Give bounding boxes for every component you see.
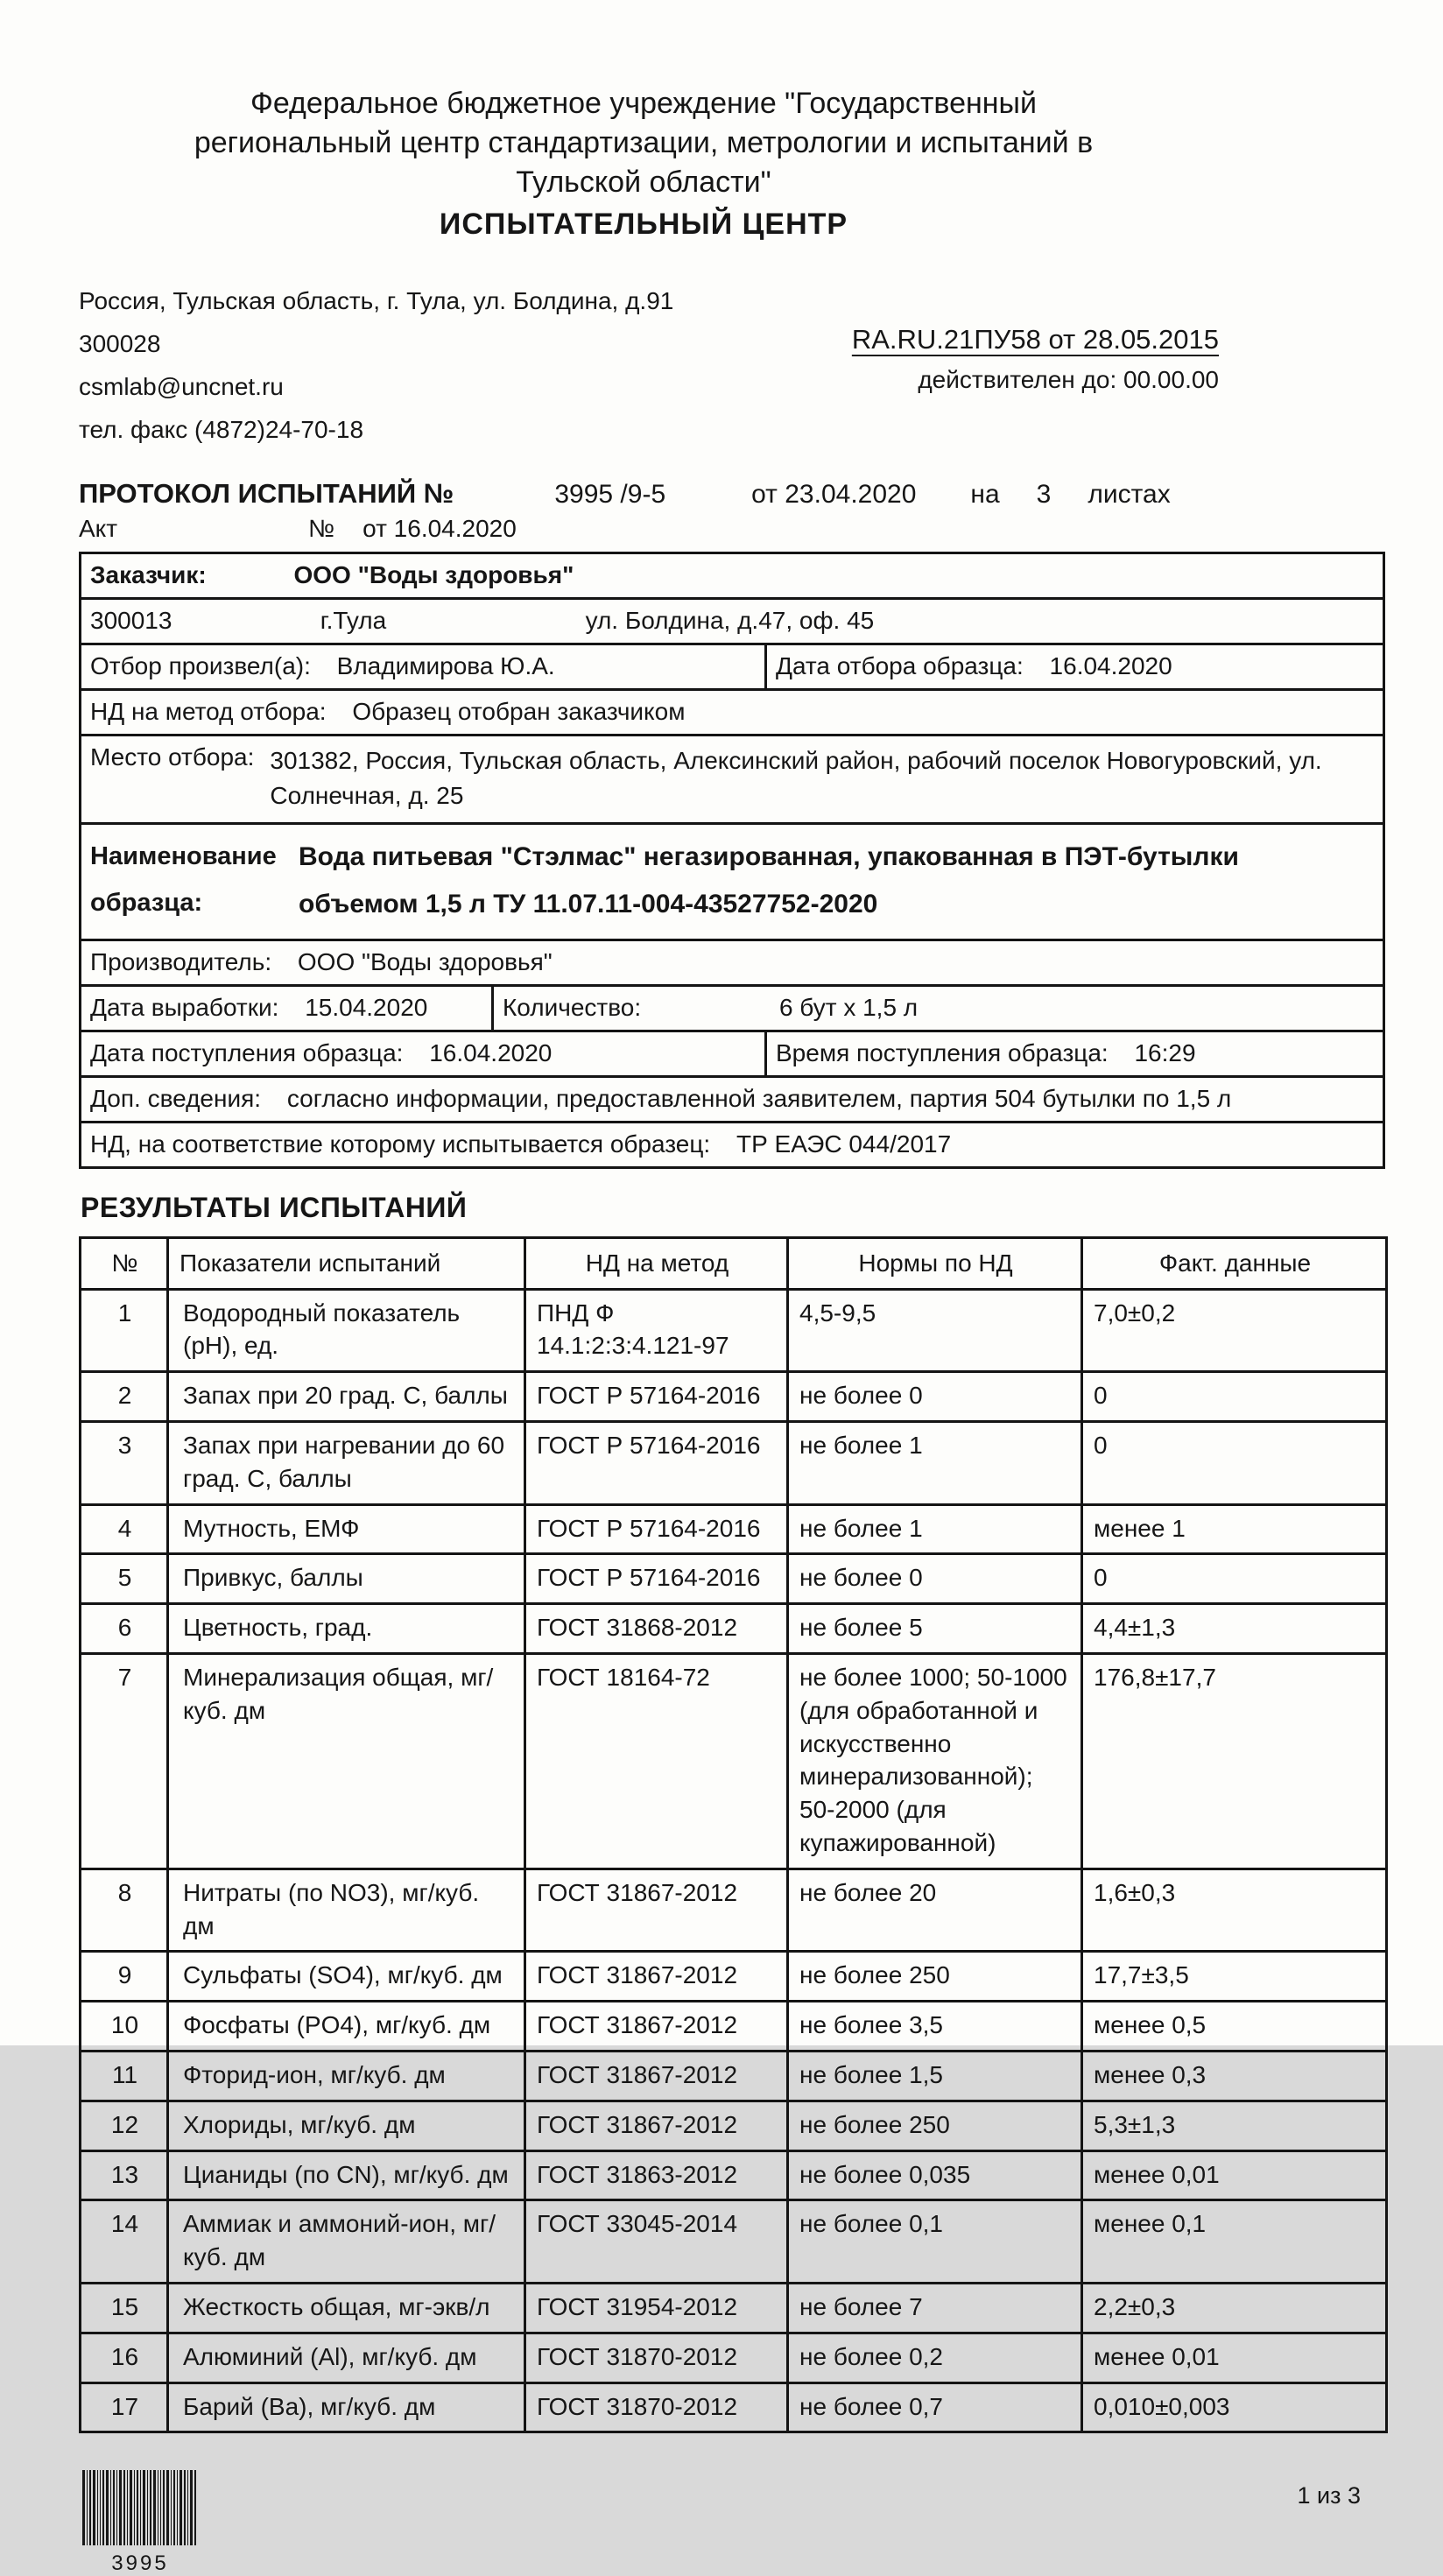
cell-method: ГОСТ Р 57164-2016 (525, 1372, 788, 1422)
protocol-title: ПРОТОКОЛ ИСПЫТАНИЙ № (79, 477, 454, 509)
cell-norm: не более 3,5 (788, 2002, 1082, 2052)
cell-norm: не более 7 (788, 2283, 1082, 2333)
cell-number: 10 (81, 2002, 168, 2052)
result-row (81, 2150, 1387, 2200)
cell-norm: не более 20 (788, 1869, 1082, 1952)
cell-method: ГОСТ Р 57164-2016 (525, 1554, 788, 1604)
cell-number: 9 (81, 1952, 168, 2002)
cell-fact: 0,010±0,003 (1082, 2382, 1387, 2432)
cell-norm: не более 0 (788, 1372, 1082, 1422)
org-name-line-3: Тульской области" (516, 165, 771, 199)
production-date-row (81, 984, 1383, 1030)
cell-fact: менее 0,01 (1082, 2150, 1387, 2200)
cell-norm: не более 1 (788, 1504, 1082, 1554)
cell-method: ГОСТ Р 57164-2016 (525, 1422, 788, 1505)
cell-indicator: Барий (Ba), мг/куб. дм (168, 2382, 525, 2432)
customer-city: г.Тула (320, 606, 387, 634)
sample-name-line-1: Вода питьевая "Стэлмас" негазированная, упакованная в ПЭТ-бутылки (299, 841, 1239, 871)
cell-fact: менее 0,3 (1082, 2051, 1387, 2101)
cell-indicator: Фторид-ион, мг/куб. дм (168, 2051, 525, 2101)
cell-indicator: Сульфаты (SO4), мг/куб. дм (168, 1952, 525, 2002)
document-header (79, 84, 1208, 242)
sampling-method-value: Образец отобран заказчиком (352, 697, 686, 725)
cell-indicator: Водородный показатель (pH), ед. (168, 1289, 525, 1372)
cell-method: ГОСТ 31867-2012 (525, 2051, 788, 2101)
cell-indicator: Нитраты (по NO3), мг/куб. дм (168, 1869, 525, 1952)
cell-norm: не более 1 (788, 1422, 1082, 1505)
barcode-icon (82, 2470, 198, 2545)
result-row (81, 2333, 1387, 2382)
result-row (81, 1554, 1387, 1604)
results-header-row (81, 1237, 1387, 1289)
cell-norm: не более 0,7 (788, 2382, 1082, 2432)
result-row (81, 2283, 1387, 2333)
cell-indicator: Хлориды, мг/куб. дм (168, 2101, 525, 2150)
cell-norm: не более 0,2 (788, 2333, 1082, 2382)
cell-fact: 1,6±0,3 (1082, 1869, 1387, 1952)
sampling-date-label: Дата отбора образца: (776, 651, 1024, 679)
receipt-date: 16.04.2020 (429, 1038, 553, 1066)
extra-info-label: Доп. сведения: (90, 1084, 262, 1112)
sampling-place-row (81, 734, 1383, 822)
cell-norm: не более 0,1 (788, 2200, 1082, 2284)
act-label: Акт (79, 514, 118, 542)
extra-info-row (81, 1075, 1383, 1121)
cell-fact: менее 1 (1082, 1504, 1387, 1554)
cell-number: 13 (81, 2150, 168, 2200)
receipt-date-label: Дата поступления образца: (90, 1038, 404, 1066)
accreditation-block (852, 324, 1219, 459)
sampler-row (81, 643, 1383, 688)
cell-norm: не более 0,035 (788, 2150, 1082, 2200)
customer-value: ООО "Воды здоровья" (293, 560, 574, 588)
testing-center-title: ИСПЫТАТЕЛЬНЫЙ ЦЕНТР (439, 207, 848, 241)
cell-number: 7 (81, 1653, 168, 1869)
sampling-method-row (81, 688, 1383, 734)
sampler-name: Владимирова Ю.А. (336, 651, 555, 679)
cell-fact: менее 0,5 (1082, 2002, 1387, 2052)
col-header-method: НД на метод (525, 1237, 788, 1289)
conformity-nd-value: ТР ЕАЭС 044/2017 (736, 1130, 952, 1158)
results-table (79, 1236, 1388, 2434)
extra-info-value: согласно информации, предоставленной заявителем, партия 504 бутылки по 1,5 л (286, 1084, 1232, 1112)
cell-number: 15 (81, 2283, 168, 2333)
cell-number: 11 (81, 2051, 168, 2101)
contact-block (79, 287, 1385, 459)
result-row (81, 2051, 1387, 2101)
cell-norm: 4,5-9,5 (788, 1289, 1082, 1372)
accreditation-number: RA.RU.21ПУ58 от 28.05.2015 (851, 323, 1219, 355)
cell-fact: 7,0±0,2 (1082, 1289, 1387, 1372)
barcode-block (79, 2470, 201, 2576)
cell-indicator: Алюминий (Al), мг/куб. дм (168, 2333, 525, 2382)
results-body (81, 1289, 1387, 2432)
result-row (81, 1289, 1387, 1372)
cell-indicator: Цианиды (по CN), мг/куб. дм (168, 2150, 525, 2200)
accreditation-valid-until: действителен до: 00.00.00 (918, 365, 1219, 393)
cell-number: 14 (81, 2200, 168, 2284)
cell-number: 4 (81, 1504, 168, 1554)
cell-norm: не более 0 (788, 1554, 1082, 1604)
result-row (81, 2382, 1387, 2432)
result-row (81, 2101, 1387, 2150)
cell-indicator: Запах при нагревании до 60 град. С, баллы (168, 1422, 525, 1505)
result-row (81, 1604, 1387, 1654)
cell-fact: 0 (1082, 1554, 1387, 1604)
result-row (81, 1653, 1387, 1869)
org-postal-code: 300028 (79, 329, 161, 357)
cell-number: 8 (81, 1869, 168, 1952)
cell-norm: не более 1000; 50-1000 (для обработанной и искусственно минерализованной); 50-2000 (для купажированной) (788, 1653, 1082, 1869)
quantity-label: Количество: (503, 993, 642, 1021)
result-row (81, 1504, 1387, 1554)
quantity-value: 6 бут х 1,5 л (778, 993, 919, 1021)
receipt-time-label: Время поступления образца: (776, 1038, 1109, 1066)
cell-fact: 5,3±1,3 (1082, 2101, 1387, 2150)
result-row (81, 1952, 1387, 2002)
conformity-nd-label: НД, на соответствие которому испытывается образец: (90, 1130, 711, 1158)
sample-info-table (79, 552, 1385, 1169)
cell-number: 12 (81, 2101, 168, 2150)
cell-method: ГОСТ Р 57164-2016 (525, 1504, 788, 1554)
cell-method: ГОСТ 31870-2012 (525, 2382, 788, 2432)
sampler-label: Отбор произвел(а): (90, 651, 311, 679)
production-date-label: Дата выработки: (90, 993, 279, 1021)
cell-number: 16 (81, 2333, 168, 2382)
act-row (79, 515, 1385, 543)
cell-norm: не более 1,5 (788, 2051, 1082, 2101)
customer-row (81, 554, 1383, 597)
result-row (81, 2002, 1387, 2052)
cell-indicator: Жесткость общая, мг-экв/л (168, 2283, 525, 2333)
protocol-sheet-count: 3 (1036, 479, 1052, 509)
cell-number: 3 (81, 1422, 168, 1505)
customer-address-row (81, 597, 1383, 643)
sampling-place-value: 301382, Россия, Тульская область, Алексинский район, рабочий поселок Новогуровский, ул. Солнечная, д. 25 (270, 746, 1322, 810)
sample-name-line-2: объемом 1,5 л ТУ 11.07.11-004-43527752-2020 (299, 889, 878, 918)
cell-fact: менее 0,01 (1082, 2333, 1387, 2382)
org-email: csmlab@uncnet.ru (79, 372, 284, 400)
cell-method: ГОСТ 31867-2012 (525, 1952, 788, 2002)
production-date: 15.04.2020 (305, 993, 428, 1021)
col-header-fact: Факт. данные (1082, 1237, 1387, 1289)
cell-indicator: Привкус, баллы (168, 1554, 525, 1604)
cell-fact: 17,7±3,5 (1082, 1952, 1387, 2002)
protocol-title-row (79, 478, 1385, 510)
sampling-method-label: НД на метод отбора: (90, 697, 327, 725)
sample-name-label-1: Наименование (90, 841, 277, 870)
cell-method: ГОСТ 31867-2012 (525, 2002, 788, 2052)
cell-number: 2 (81, 1372, 168, 1422)
contact-details (79, 287, 673, 459)
cell-norm: не более 250 (788, 1952, 1082, 2002)
col-header-indicator: Показатели испытаний (168, 1237, 525, 1289)
page-footer (79, 2470, 1385, 2576)
cell-method: ГОСТ 31867-2012 (525, 1869, 788, 1952)
result-row (81, 2200, 1387, 2284)
cell-number: 17 (81, 2382, 168, 2432)
result-row (81, 1372, 1387, 1422)
cell-fact: 2,2±0,3 (1082, 2283, 1387, 2333)
cell-fact: 176,8±17,7 (1082, 1653, 1387, 1869)
cell-norm: не более 250 (788, 2101, 1082, 2150)
barcode-label: 3995 (111, 2551, 169, 2576)
producer-label: Производитель: (90, 947, 272, 975)
cell-fact: 4,4±1,3 (1082, 1604, 1387, 1654)
cell-number: 5 (81, 1554, 168, 1604)
producer-row (81, 939, 1383, 984)
cell-method: ГОСТ 33045-2014 (525, 2200, 788, 2284)
cell-method: ГОСТ 31870-2012 (525, 2333, 788, 2382)
org-name-line-2: региональный центр стандартизации, метрологии и испытаний в (194, 125, 1094, 159)
sample-name-row (81, 822, 1383, 939)
org-address: Россия, Тульская область, г. Тула, ул. Болдина, д.91 (79, 286, 674, 314)
act-number-sign: № (308, 514, 335, 542)
cell-method: ПНД Ф 14.1:2:3:4.121-97 (525, 1289, 788, 1372)
page-number: 1 из 3 (1297, 2482, 1361, 2509)
cell-indicator: Минерализация общая, мг/куб. дм (168, 1653, 525, 1869)
cell-method: ГОСТ 31863-2012 (525, 2150, 788, 2200)
receipt-time: 16:29 (1134, 1038, 1196, 1066)
sample-name-label-2: образца: (90, 889, 203, 918)
protocol-on-word: на (970, 479, 1000, 509)
cell-indicator: Аммиак и аммоний-ион, мг/куб. дм (168, 2200, 525, 2284)
conformity-nd-row (81, 1121, 1383, 1166)
cell-fact: 0 (1082, 1372, 1387, 1422)
cell-indicator: Цветность, град. (168, 1604, 525, 1654)
sampling-date: 16.04.2020 (1049, 651, 1172, 679)
org-phone: тел. факс (4872)24-70-18 (79, 415, 364, 443)
customer-postal-code: 300013 (90, 606, 172, 634)
protocol-number: 3995 /9-5 (554, 479, 666, 509)
protocol-date: от 23.04.2020 (751, 479, 917, 509)
cell-method: ГОСТ 31954-2012 (525, 2283, 788, 2333)
cell-norm: не более 5 (788, 1604, 1082, 1654)
customer-label: Заказчик: (90, 560, 207, 588)
cell-fact: менее 0,1 (1082, 2200, 1387, 2284)
cell-indicator: Запах при 20 град. С, баллы (168, 1372, 525, 1422)
result-row (81, 1422, 1387, 1505)
col-header-number: № (81, 1237, 168, 1289)
cell-fact: 0 (1082, 1422, 1387, 1505)
cell-number: 6 (81, 1604, 168, 1654)
cell-number: 1 (81, 1289, 168, 1372)
customer-street: ул. Болдина, д.47, оф. 45 (585, 606, 875, 634)
results-heading: РЕЗУЛЬТАТЫ ИСПЫТАНИЙ (81, 1191, 468, 1223)
receipt-row (81, 1030, 1383, 1075)
protocol-sheets-word: листах (1088, 479, 1171, 509)
cell-indicator: Мутность, ЕМФ (168, 1504, 525, 1554)
sampling-place-label: Место отбора: (90, 743, 255, 771)
col-header-norm: Нормы по НД (788, 1237, 1082, 1289)
act-date: от 16.04.2020 (363, 514, 517, 542)
cell-indicator: Фосфаты (PO4), мг/куб. дм (168, 2002, 525, 2052)
producer-value: ООО "Воды здоровья" (297, 947, 553, 975)
cell-method: ГОСТ 18164-72 (525, 1653, 788, 1869)
result-row (81, 1869, 1387, 1952)
org-name-line-1: Федеральное бюджетное учреждение "Государственный (250, 87, 1037, 120)
cell-method: ГОСТ 31868-2012 (525, 1604, 788, 1654)
cell-method: ГОСТ 31867-2012 (525, 2101, 788, 2150)
